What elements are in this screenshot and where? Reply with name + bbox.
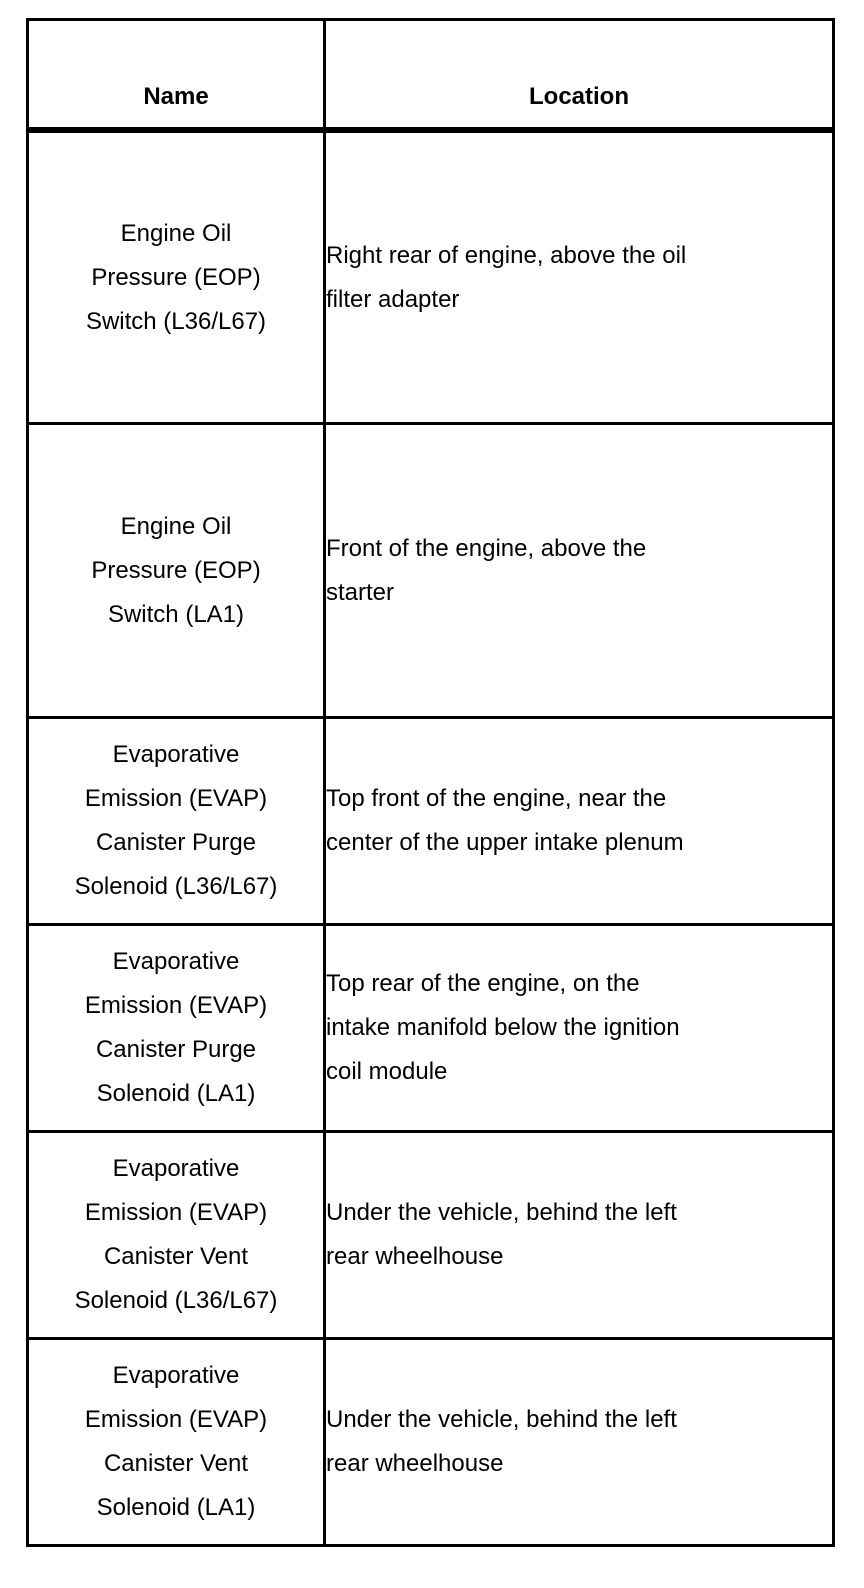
name-line: Canister Vent [103,1243,249,1270]
name-line: Solenoid (LA1) [96,1494,256,1521]
table-row [28,1132,834,1339]
header-row [28,20,834,131]
location-cell [325,925,834,1132]
location-line: center of the upper intake plenum [326,829,684,856]
location-cell [325,424,834,718]
component-location-table [26,18,835,1547]
name-line: Evaporative [112,1362,240,1389]
location-line: rear wheelhouse [326,1243,504,1270]
location-line: coil module [326,1058,448,1085]
name-line: Solenoid (LA1) [96,1080,256,1107]
name-line: Canister Purge [95,829,257,856]
name-line: Switch (L36/L67) [85,307,267,335]
name-cell [28,1132,325,1339]
name-cell [28,130,325,424]
location-line: Under the vehicle, behind the left [326,1406,677,1433]
table-row [28,718,834,925]
name-line: Evaporative [112,948,240,975]
name-cell [28,925,325,1132]
table-header [28,20,834,131]
location-line: Top rear of the engine, on the [326,970,640,997]
name-cell [28,718,325,925]
location-line: Top front of the engine, near the [326,785,667,812]
name-line: Solenoid (L36/L67) [74,1287,278,1314]
table-body [28,130,834,1546]
name-line: Emission (EVAP) [84,1406,268,1433]
location-cell [325,718,834,925]
header-location: Location [325,20,834,131]
location-line: starter [326,578,395,606]
location-cell [325,1132,834,1339]
table-row [28,130,834,424]
name-line: Emission (EVAP) [84,785,268,812]
location-line: Right rear of engine, above the oil [326,241,687,269]
name-line: Pressure (EOP) [91,263,261,291]
name-line: Emission (EVAP) [84,1199,268,1226]
name-line: Evaporative [112,741,240,768]
location-line: Front of the engine, above the [326,534,647,562]
name-line: Canister Vent [103,1450,249,1477]
location-line: filter adapter [326,285,460,313]
table-row [28,1339,834,1546]
header-name: Name [28,20,325,131]
table-row [28,925,834,1132]
name-line: Solenoid (L36/L67) [74,873,278,900]
name-line: Emission (EVAP) [84,992,268,1019]
location-line: Under the vehicle, behind the left [326,1199,677,1226]
name-line: Evaporative [112,1155,240,1182]
location-cell [325,1339,834,1546]
name-cell [28,1339,325,1546]
location-line: rear wheelhouse [326,1450,504,1477]
name-line: Engine Oil [120,219,232,247]
name-cell [28,424,325,718]
location-line: intake manifold below the ignition [326,1014,680,1041]
name-line: Engine Oil [120,512,232,540]
table-row [28,424,834,718]
name-line: Canister Purge [95,1036,257,1063]
name-line: Switch (LA1) [107,600,245,628]
location-cell [325,130,834,424]
name-line: Pressure (EOP) [91,556,261,584]
